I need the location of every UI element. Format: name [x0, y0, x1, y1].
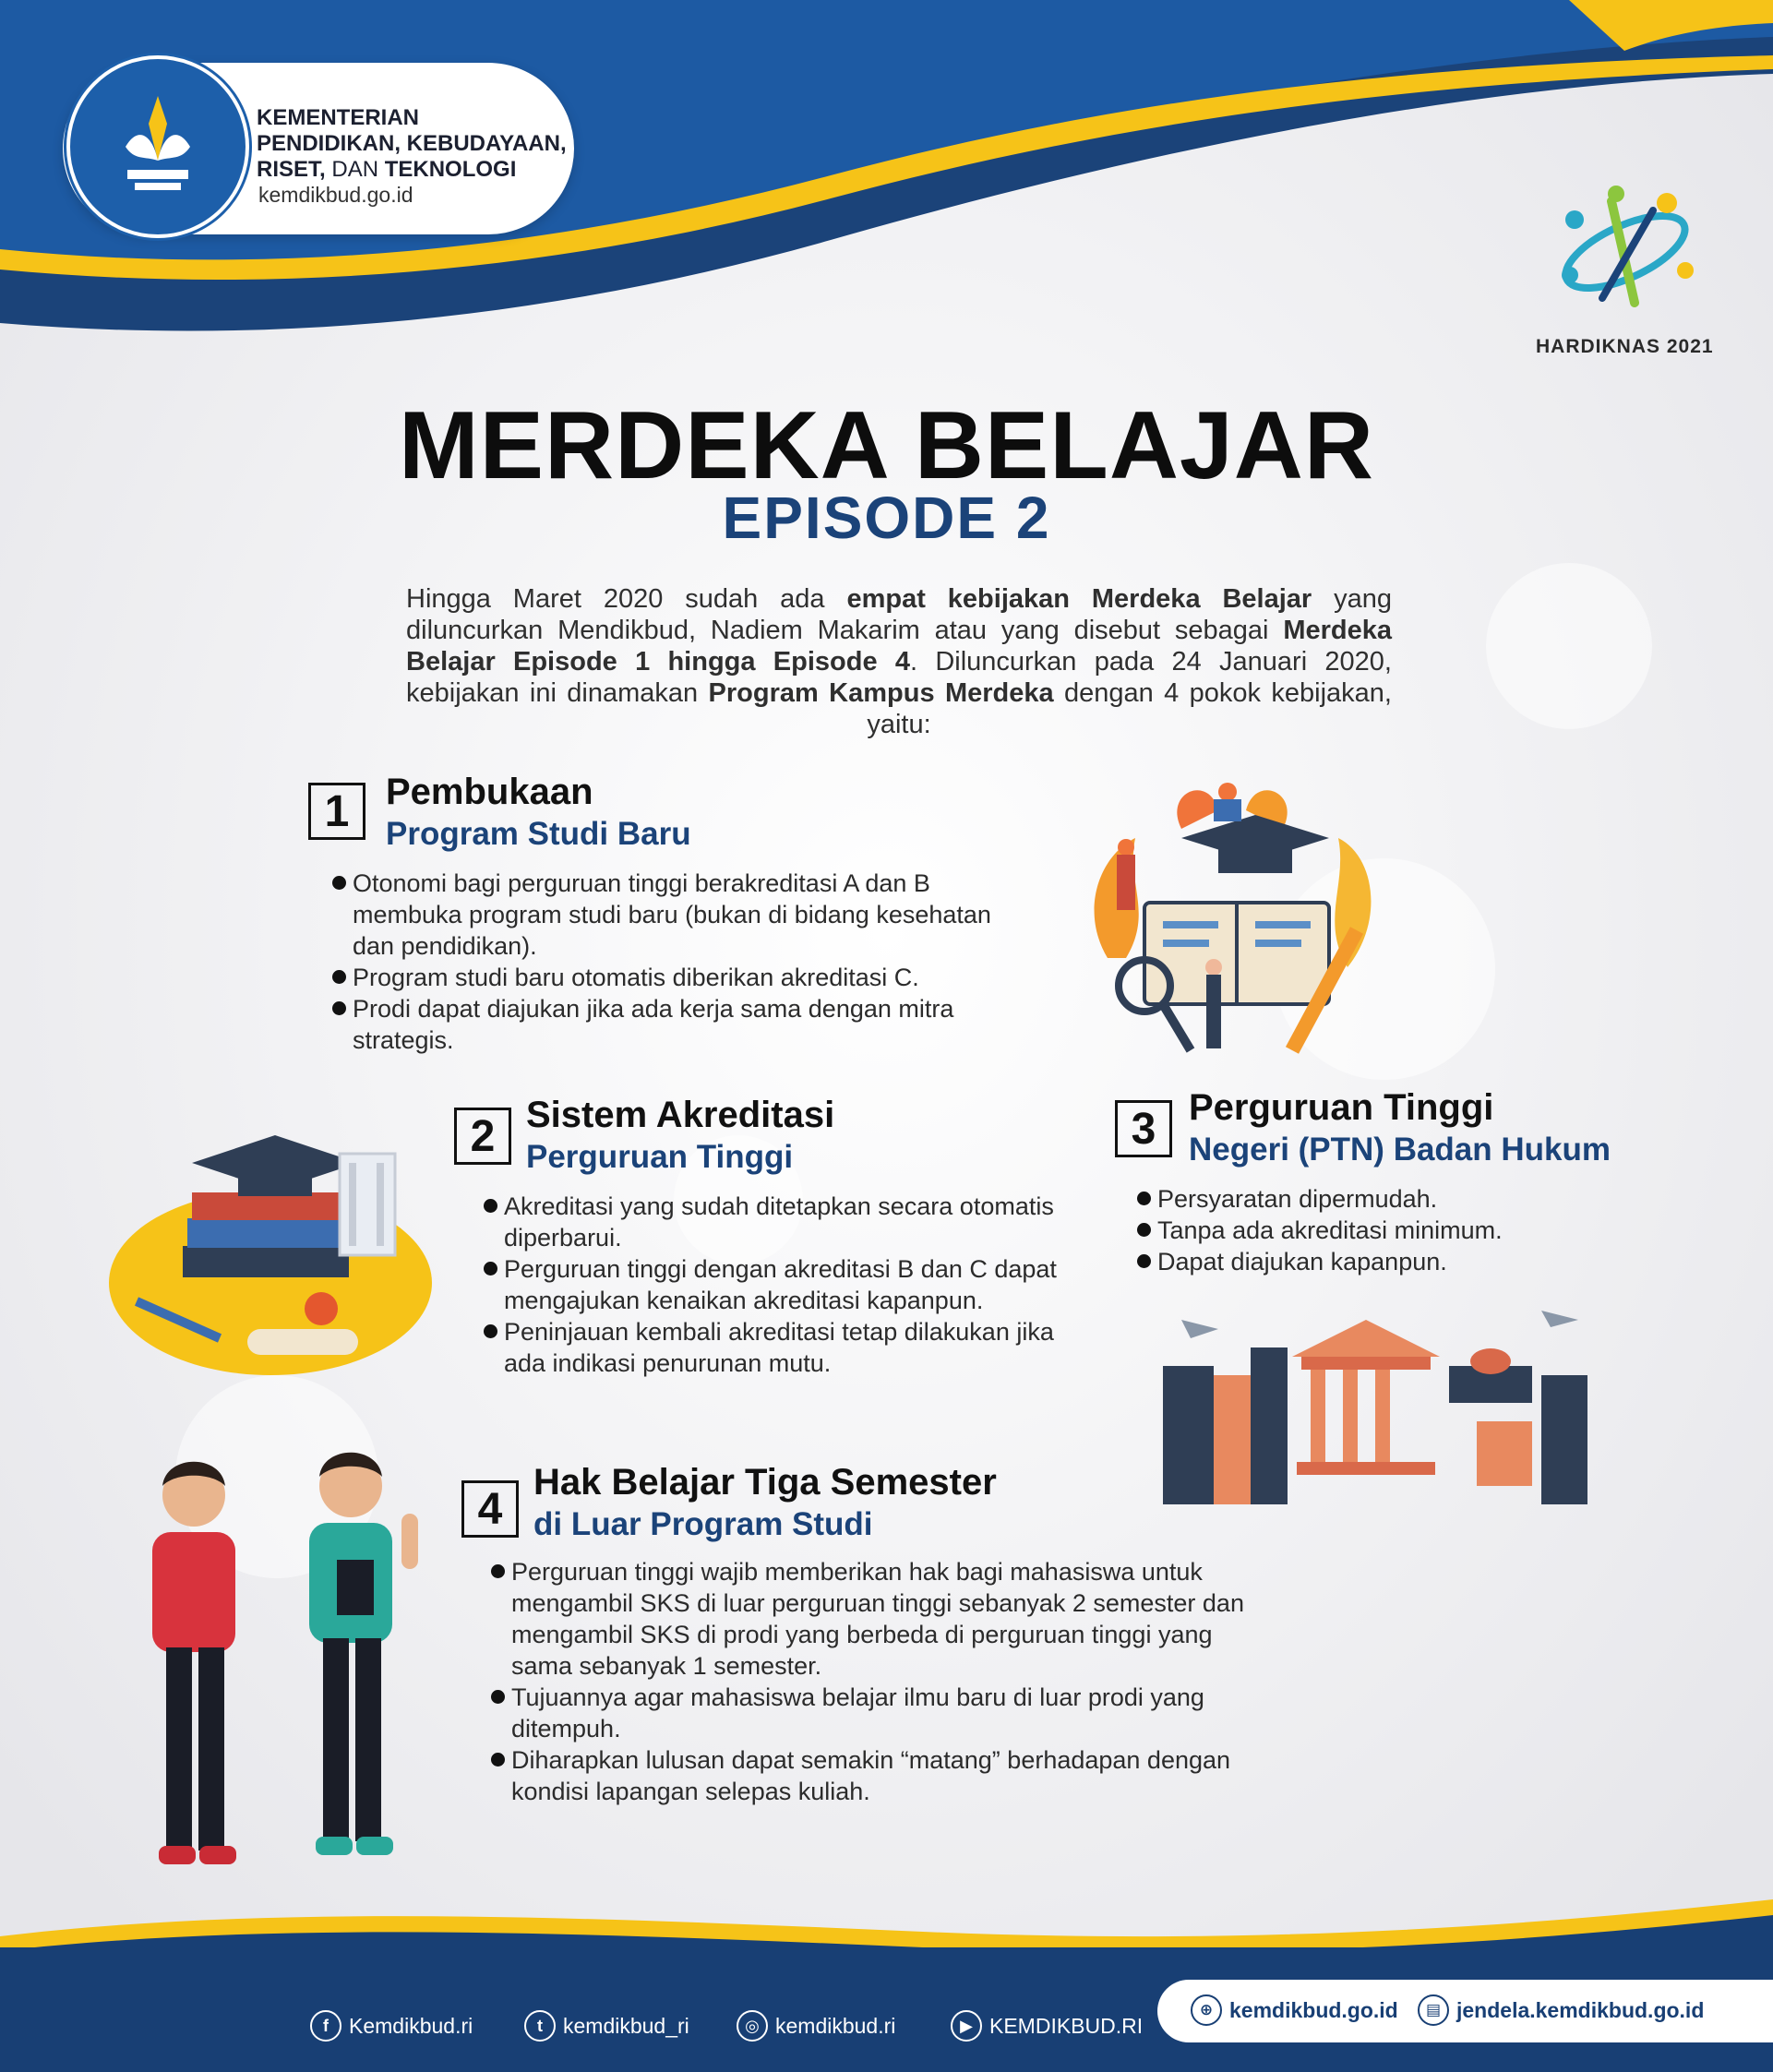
page-title: MERDEKA BELAJAR: [399, 392, 1374, 499]
event-label: HARDIKNAS 2021: [1536, 336, 1714, 357]
section-4-title: Hak Belajar Tiga Semester: [533, 1462, 997, 1503]
section-4-subtitle: di Luar Program Studi: [533, 1506, 873, 1542]
list-item: Diharapkan lulusan dapat semakin “matang” berhadapan dengan kondisi lapangan selepas kuliah.: [491, 1744, 1266, 1807]
section-4-number: 4: [461, 1480, 519, 1538]
list-item: Akreditasi yang sudah ditetapkan secara otomatis diperbarui.: [484, 1191, 1074, 1253]
twitter-icon: t: [524, 2010, 556, 2042]
section-2-title: Sistem Akreditasi: [526, 1095, 835, 1135]
list-item: Perguruan tinggi dengan akreditasi B dan C dapat mengajukan kenaikan akreditasi kapanpun.: [484, 1253, 1074, 1316]
social-instagram[interactable]: [737, 2010, 895, 2042]
website-link-main[interactable]: [1191, 1994, 1398, 2026]
social-label: KEMDIKBUD.RI: [989, 2013, 1144, 2038]
tut-wuri-handayani-icon: [70, 59, 246, 234]
books-graduation-illustration: [100, 1108, 441, 1384]
intro-paragraph: Hingga Maret 2020 sudah ada empat kebijakan Merdeka Belajar yang diluncurkan Mendikbud, Nadiem Makarim atau yang disebut sebagai Merdeka Belajar Episode 1 hingga Episode 4. Diluncurkan pada 24 Januari 2020, kebijakan ini dinamakan Program Kampus Merdeka dengan 4 pokok kebijakan, yaitu:: [406, 584, 1392, 739]
list-item: Perguruan tinggi wajib memberikan hak bagi mahasiswa untuk mengambil SKS di luar perguruan tinggi sebanyak 2 semester dan mengambil SKS di prodi yang berbeda di perguruan tinggi yang sama sebanyak 1 semester.: [491, 1556, 1266, 1682]
book-icon: ▤: [1418, 1994, 1449, 2026]
section-3-subtitle: Negeri (PTN) Badan Hukum: [1189, 1132, 1611, 1168]
list-item: Peninjauan kembali akreditasi tetap dilakukan jika ada indikasi penurunan mutu.: [484, 1316, 1074, 1379]
social-youtube[interactable]: [951, 2010, 1143, 2042]
section-4-bullets: [491, 1556, 1266, 1807]
section-3-bullets: [1137, 1183, 1654, 1277]
org-line-3: RISET, DAN TEKNOLOGI: [257, 157, 517, 182]
youtube-icon: ▶: [951, 2010, 982, 2042]
students-illustration: [120, 1449, 452, 1892]
org-line-1: KEMENTERIAN: [257, 105, 420, 130]
social-label: kemdikbud_ri: [563, 2013, 689, 2038]
section-3-title: Perguruan Tinggi: [1189, 1087, 1494, 1128]
section-1-subtitle: Program Studi Baru: [386, 816, 691, 852]
ministry-logo: [66, 55, 249, 238]
list-item: Program studi baru otomatis diberikan akreditasi C.: [332, 962, 1015, 993]
hardiknas-logo-icon: [1547, 183, 1704, 321]
section-2-subtitle: Perguruan Tinggi: [526, 1139, 794, 1175]
header-website[interactable]: kemdikbud.go.id: [258, 183, 413, 207]
section-1-number: 1: [308, 783, 365, 840]
section-3-number: 3: [1115, 1100, 1172, 1157]
section-1-title: Pembukaan: [386, 772, 593, 812]
section-2-number: 2: [454, 1108, 511, 1165]
list-item: Dapat diajukan kapanpun.: [1137, 1246, 1654, 1277]
list-item: Prodi dapat diajukan jika ada kerja sama dengan mitra strategis.: [332, 993, 1015, 1056]
list-item: Tujuannya agar mahasiswa belajar ilmu baru di luar prodi yang ditempuh.: [491, 1682, 1266, 1744]
list-item: Persyaratan dipermudah.: [1137, 1183, 1654, 1215]
social-facebook[interactable]: [310, 2010, 473, 2042]
social-twitter[interactable]: [524, 2010, 689, 2042]
social-label: kemdikbud.ri: [775, 2013, 896, 2038]
globe-icon: ⊕: [1191, 1994, 1222, 2026]
website-label: kemdikbud.go.id: [1229, 1997, 1398, 2022]
social-label: Kemdikbud.ri: [349, 2013, 473, 2038]
page-subtitle: EPISODE 2: [722, 485, 1051, 551]
list-item: Tanpa ada akreditasi minimum.: [1137, 1215, 1654, 1246]
list-item: Otonomi bagi perguruan tinggi berakreditasi A dan B membuka program studi baru (bukan di bidang kesehatan dan pendidikan).: [332, 868, 1015, 962]
facebook-icon: f: [310, 2010, 341, 2042]
website-label: jendela.kemdikbud.go.id: [1456, 1997, 1705, 2022]
section-2-bullets: [484, 1191, 1074, 1379]
instagram-icon: ◎: [737, 2010, 768, 2042]
website-link-jendela[interactable]: [1418, 1994, 1704, 2026]
university-building-illustration: [1154, 1301, 1597, 1514]
organization-name: [257, 105, 567, 183]
section-1-bullets: [332, 868, 1015, 1056]
open-book-illustration: [1071, 773, 1403, 1069]
org-line-2: PENDIDIKAN, KEBUDAYAAN,: [257, 131, 567, 156]
